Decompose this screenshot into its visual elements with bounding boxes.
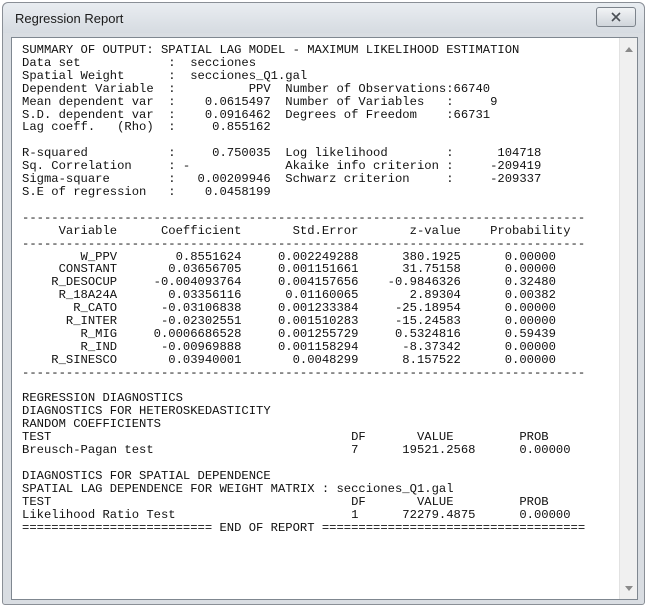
chevron-down-icon [625, 586, 633, 592]
scroll-down-button[interactable] [620, 580, 637, 597]
report-content [12, 38, 619, 599]
close-button[interactable] [596, 7, 636, 27]
title-bar[interactable] [3, 3, 644, 33]
chevron-up-icon [625, 46, 633, 52]
report-text: SUMMARY OF OUTPUT: SPATIAL LAG MODEL - MAXIMUM LIKELIHOOD ESTIMATION Data set : secciones Spatial Weight : secciones_Q1.gal Dependent Variable : PPV Number of Observations:66740 Mean dependent var : 0.0615497 Number of Variables : 9 S.D. dependent var : 0.0916462 Degrees of Freedom :66731 Lag coeff. (Rho) : 0.855162 R-squared : 0.750035 Log likelihood : 104718 Sq. Correlation : - Akaike info criterion : -209419 Sigma-square : 0.00209946 Schwarz criterion : -209337 S.E of regression : 0.0458199 ----------------------------------------------------------------------------- Variable Coefficient Std.Error z-value Probability ----------------------------------------------------------------------------- W_PPV 0.8551624 0.002249288 380.1925 0.00000 CONSTANT 0.03656705 0.001151661 31.75158 0.00000 R_DESOCUP -0.004093764 0.004157656 -0.9846326 0.32480 R_18A24A 0.03356116 0.01160065 2.89304 0.00382 R_CATO -0.03106838 0.001233384 -25.18954 0.00000 R_INTER -0.02302551 0.001510283 -15.24583 0.00000 R_MIG 0.0006686528 0.001255729 0.5324816 0.59439 R_IND -0.00969888 0.001158294 -8.37342 0.00000 R_SINESCO 0.03940001 0.0048299 8.157522 0.00000 ----------------------------------------------------------------------------- REGRESSION DIAGNOSTICS DIAGNOSTICS FOR HETEROSKEDASTICITY RANDOM COEFFICIENTS TEST DF VALUE PROB Breusch-Pagan test 7 19521.2568 0.00000 DIAGNOSTICS FOR SPATIAL DEPENDENCE SPATIAL LAG DEPENDENCE FOR WEIGHT MATRIX : secciones_Q1.gal TEST DF VALUE PROB Likelihood Ratio Test 1 72279.4875 0.00000 ========================== END OF REPORT ==================================== [22, 43, 586, 535]
report-text-area[interactable] [11, 37, 638, 600]
vertical-scrollbar[interactable] [619, 38, 637, 599]
regression-report-window [2, 2, 645, 605]
scroll-up-button[interactable] [620, 40, 637, 57]
window-title: Regression Report [15, 11, 124, 26]
close-icon [610, 12, 622, 22]
